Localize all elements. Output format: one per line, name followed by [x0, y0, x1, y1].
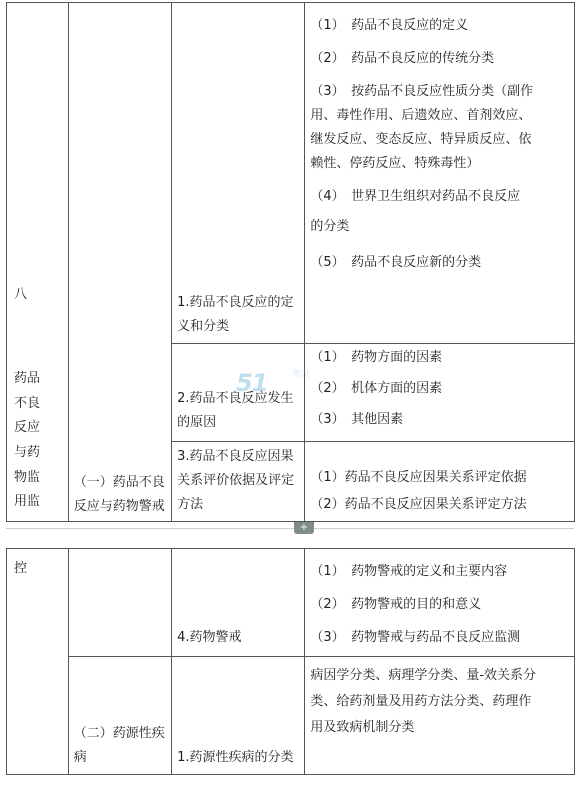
item-line: （5） 药品不良反应新的分类 — [310, 255, 482, 271]
topic-title: 3.药品不良反应因果关系评价依据及评定方法 — [177, 448, 295, 512]
item-line: （2） 药品不良反应的传统分类 — [310, 51, 495, 67]
divider-line — [6, 528, 574, 529]
topic-title: 1.药源性疾病的分类 — [177, 749, 294, 765]
item-line: （1） 药品不良反应的定义 — [310, 18, 469, 33]
topic-cell — [172, 441, 305, 521]
item-line: 病因学分类、病理学分类、量-效关系分 — [310, 668, 537, 683]
item-line: 用及致病机制分类 — [310, 720, 415, 735]
item-line: （3） 药物警戒与药品不良反应监测 — [310, 630, 521, 646]
item-line: （3） 其他因素 — [310, 411, 404, 427]
chapter-cell — [7, 3, 69, 522]
unit-title: （一）药品不良反应与药物警戒 — [73, 474, 165, 514]
chapter-title-line: 药品 — [14, 371, 41, 387]
topic-cell — [172, 343, 305, 441]
topic-title: 4.药物警戒 — [177, 629, 242, 645]
item-line: （1）药品不良反应因果关系评定依据 — [310, 469, 527, 485]
chapter-number: 八 — [14, 287, 28, 302]
chapter-title-line: 反应 — [14, 420, 41, 436]
topic-cell — [172, 549, 305, 657]
unit-cell — [68, 657, 171, 775]
chapter-cell — [7, 549, 69, 775]
item-line: （2） 机体方面的因素 — [310, 380, 443, 396]
item-line: 用、毒性作用、后遗效应、首剂效应、 — [310, 108, 532, 124]
items-cell — [305, 343, 575, 441]
chapter-title-continuation: 控 — [14, 561, 28, 576]
chapter-title-line: 物监 — [14, 469, 41, 485]
item-line: 继发反应、变态反应、特异质反应、依 — [310, 132, 532, 148]
topic-cell — [172, 657, 305, 775]
table-divider — [0, 522, 580, 538]
items-cell — [305, 657, 575, 775]
chapter-title-line: 与药 — [14, 445, 41, 461]
item-line: （2） 药物警戒的目的和意义 — [310, 597, 482, 613]
chapter-title — [14, 367, 63, 515]
item-line: （1） 药物警戒的定义和主要内容 — [310, 564, 508, 579]
items-cell — [305, 549, 575, 657]
item-line: （2）药品不良反应因果关系评定方法 — [310, 496, 527, 512]
expand-handle[interactable]: + — [294, 522, 314, 534]
item-line: （4） 世界卫生组织对药品不良反应 — [310, 189, 521, 205]
topic-cell — [172, 3, 305, 344]
item-line: （1） 药物方面的因素 — [310, 349, 443, 365]
topic-title: 1.药品不良反应的定义和分类 — [177, 294, 294, 334]
unit-cell — [68, 3, 171, 522]
item-line: 类、给药剂量及用药方法分类、药理作 — [310, 694, 532, 709]
item-line: 赖性、停药反应、特殊毒性） — [310, 156, 480, 172]
chapter-title-line: 不良 — [14, 395, 41, 411]
syllabus-table-upper — [6, 2, 575, 522]
item-line: （3） 按药品不良反应性质分类（副作 — [310, 84, 534, 100]
watermark-logo-sub: 考试 — [292, 370, 311, 380]
topic-title: 2.药品不良反应发生的原因 — [177, 390, 294, 430]
items-cell — [305, 3, 575, 344]
items-cell — [305, 441, 575, 521]
unit-title: （二）药源性疾病 — [73, 725, 165, 765]
syllabus-table-lower — [6, 548, 575, 775]
unit-cell — [68, 549, 171, 657]
watermark-logo-mark: 51 — [236, 369, 268, 397]
chapter-title-line: 用监 — [14, 494, 41, 510]
item-line: 的分类 — [310, 219, 350, 235]
